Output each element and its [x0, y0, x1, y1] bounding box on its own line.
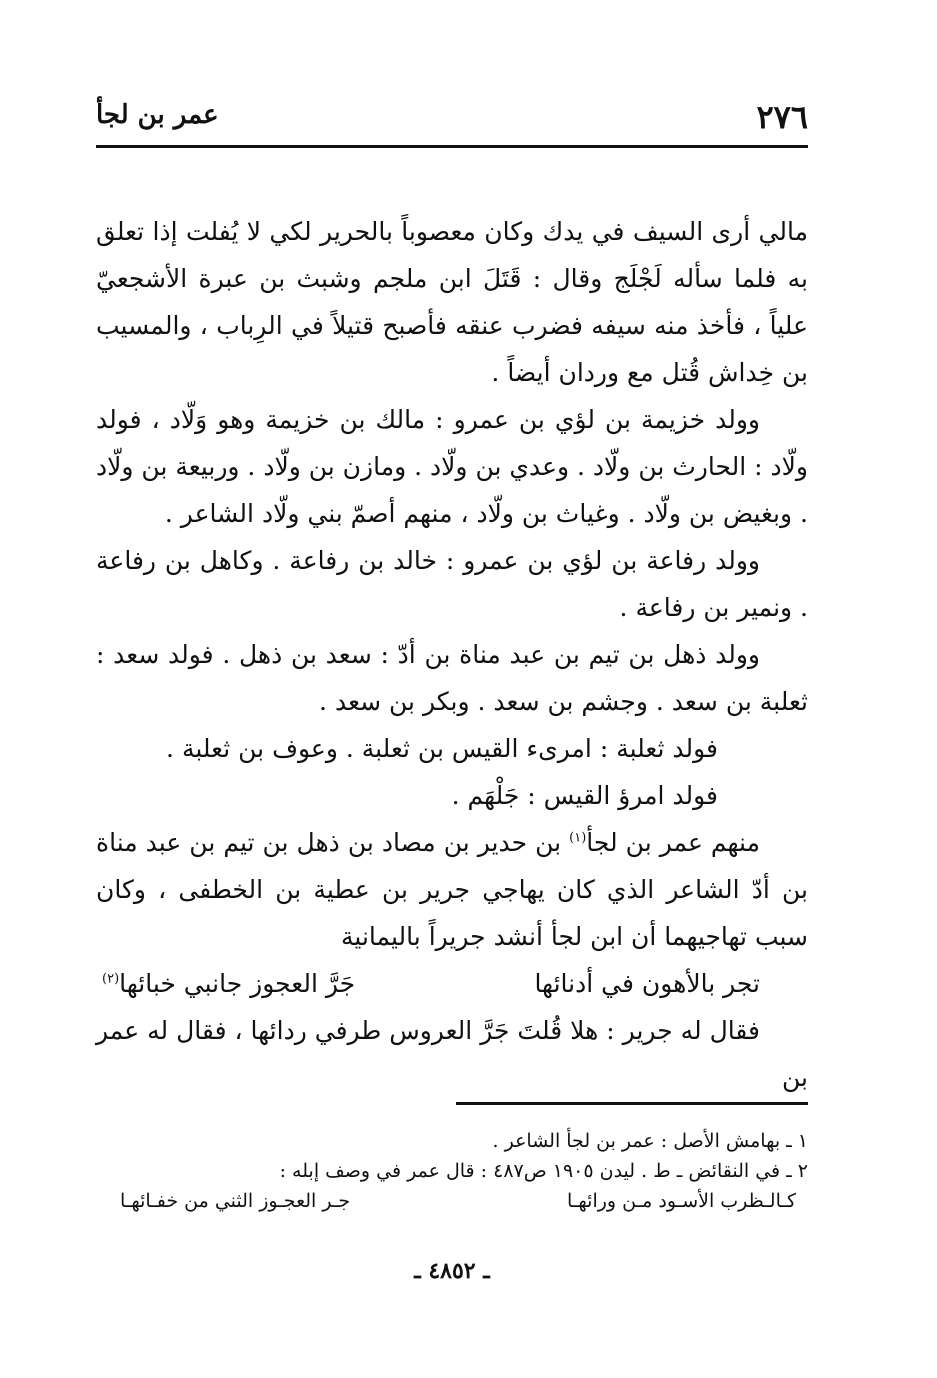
paragraph-6: فولد امرؤ القيس : جَلْهَم .	[451, 781, 718, 810]
verse-line	[96, 960, 808, 1007]
footnote-rule	[456, 1102, 808, 1105]
paragraph-7-start: منهم عمر بن لجأ	[586, 828, 760, 857]
main-text	[96, 208, 808, 1101]
footnote-verse	[96, 1186, 808, 1216]
paragraph-7-rest: بن حدير بن مصاد بن ذهل بن تيم بن عبد مناة بن أدّ الشاعر الذي كان يهاجي جرير بن عطية بن الخطفى ، وكان سبب تهاجيهما أن ابن لجأ أنشد جريراً باليمانية	[96, 828, 808, 951]
paragraph-7	[96, 819, 808, 960]
paragraph-3: وولد رفاعة بن لؤي بن عمرو : خالد بن رفاعة . وكاهل بن رفاعة . ونمير بن رفاعة .	[96, 546, 808, 622]
verse-second-hemistich	[102, 960, 355, 1007]
footnote-verse-second-hemistich: جـر العجـوز الثني من خفـائهـا	[120, 1190, 351, 1212]
footnote-verse-first-hemistich: كـالـظرب الأسـود مـن ورائهـا	[567, 1190, 796, 1212]
footnote-ref-1[interactable]: (١)	[569, 830, 587, 846]
header-rule	[96, 145, 808, 148]
footnote-2: ٢ ـ في النقائض ـ ط . ليدن ١٩٠٥ ص٤٨٧ : قال عمر في وصف إبله :	[279, 1160, 808, 1182]
paragraph-1: مالي أرى السيف في يدك وكان معصوباً بالحرير لكي لا يُفلت إذا تعلق به فلما سأله لَجْلَج وقال : قَتَلَ ابن ملجم وشبث بن عبرة الأشجعيّ علياً ، فأخذ منه سيفه فضرب عنقه فأصبح قتيلاً في الرِباب ، والمسيب بن خِداش قُتل مع وردان أيضاً .	[96, 217, 808, 387]
paragraph-2: وولد خزيمة بن لؤي بن عمرو : مالك بن خزيمة وهو وَلّاد ، فولد ولّاد : الحارث بن ولّاد . وعدي بن ولّاد . ومازن بن ولّاد . وربيعة بن ولّاد . وبغيض بن ولّاد . وغياث بن ولّاد ، منهم أصمّ بني ولّاد الشاعر .	[96, 405, 808, 528]
verse-second-hemistich-text: جَرَّ العجوز جانبي خبائها	[119, 969, 356, 998]
verse-first-hemistich: تجر بالأهون في أدنائها	[534, 969, 760, 998]
page-folio: ـ ٤٨٥٢ ـ	[414, 1258, 490, 1284]
paragraph-5: فولد ثعلبة : امرىء القيس بن ثعلبة . وعوف بن ثعلبة .	[166, 734, 718, 763]
page-number: ٢٧٦	[756, 98, 808, 136]
footnote-ref-2[interactable]: (٢)	[102, 971, 120, 987]
paragraph-4: وولد ذهل بن تيم بن عبد مناة بن أدّ : سعد بن ذهل . فولد سعد : ثعلبة بن سعد . وجشم بن سعد . وبكر بن سعد .	[96, 640, 808, 716]
footnotes	[96, 1126, 808, 1216]
running-title: عمر بن لجأ	[96, 100, 219, 130]
paragraph-8: فقال له جرير : هلا قُلتَ جَرَّ العروس طرفي ردائها ، فقال له عمر بن	[96, 1016, 808, 1092]
page-header	[96, 98, 808, 144]
footnote-1: ١ ـ بهامش الأصل : عمر بن لجأ الشاعر .	[492, 1130, 808, 1152]
